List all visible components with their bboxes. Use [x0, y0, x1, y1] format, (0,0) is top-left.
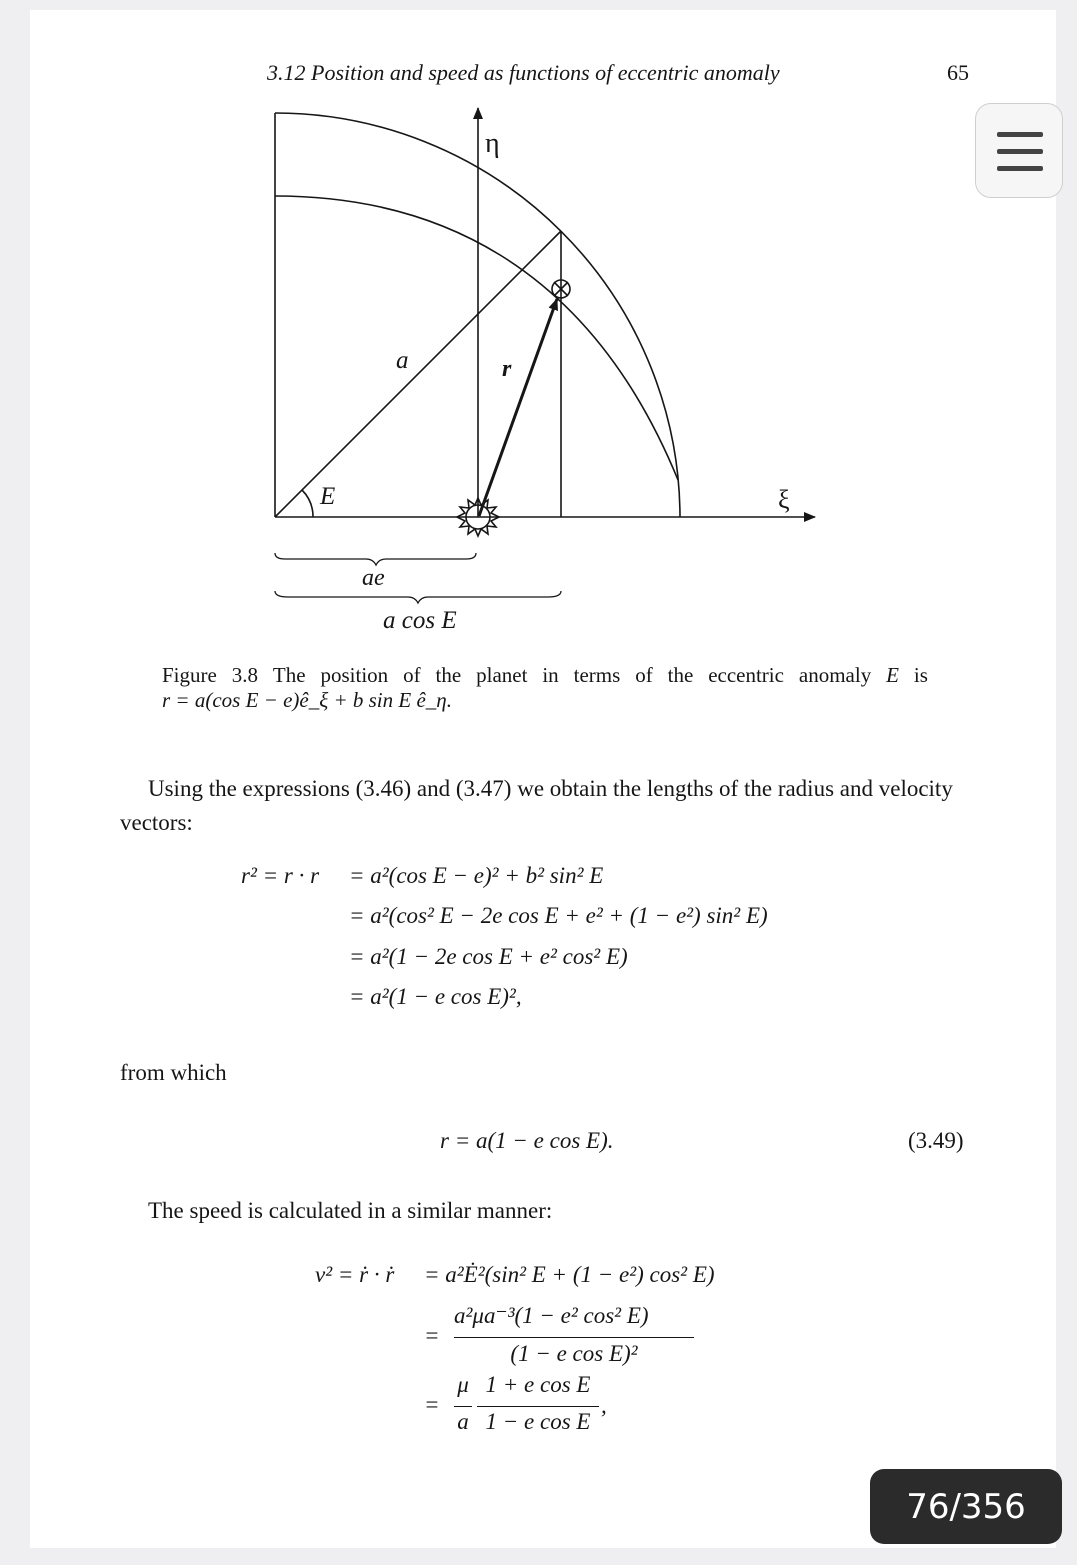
eq-v-line2-numerator: a²μa⁻³(1 − e² cos² E) — [454, 1303, 649, 1328]
eq-r-line4: = a²(1 − e cos E)², — [349, 984, 522, 1009]
caption-word: of — [635, 663, 653, 687]
eq-v-line2-equals: = — [424, 1323, 440, 1348]
caption-word: E — [886, 663, 899, 687]
eq-v-line3-numerator: 1 + e cos E — [485, 1372, 591, 1397]
caption-line-1 — [162, 663, 928, 688]
eq-v-line3-denominator: 1 − e cos E — [485, 1409, 591, 1434]
caption-word: 3.8 — [231, 663, 258, 687]
fraction-bar — [454, 1337, 694, 1338]
page-number: 65 — [947, 60, 969, 85]
eq-r-line2: = a²(cos² E − 2e cos E + e² + (1 − e²) sin² E) — [349, 903, 768, 928]
brace-ae — [275, 553, 476, 565]
eq-v-line1-rhs: = a²Ė²(sin² E + (1 − e²) cos² E) — [424, 1262, 715, 1287]
brace-acosE — [275, 591, 561, 603]
ae-label: ae — [362, 565, 385, 591]
caption-word: of — [403, 663, 421, 687]
figure-3-8-diagram — [30, 10, 1056, 650]
caption-word: in — [542, 663, 559, 687]
eq-v-line3-a: a — [457, 1409, 469, 1434]
r-vector — [479, 299, 557, 516]
page-counter[interactable]: 76/356 — [870, 1469, 1062, 1544]
menu-button[interactable] — [975, 103, 1063, 198]
eq-r-line1-lhs: r² = r · r — [241, 863, 320, 888]
caption-word: is — [913, 663, 928, 687]
figure-caption — [162, 663, 932, 713]
xi-label: ξ — [778, 485, 790, 514]
eta-label: η — [485, 128, 500, 159]
orbit-ellipse-arc — [275, 196, 678, 480]
eq-v-line3-mu: μ — [457, 1372, 469, 1397]
running-header-title: 3.12 Position and speed as functions of eccentric anomaly — [267, 60, 780, 85]
body-paragraph-2: from which — [120, 1060, 227, 1085]
eq-v-line1-lhs: v² = ṙ · ṙ — [315, 1262, 395, 1287]
caption-word: the — [667, 663, 694, 687]
caption-word: eccentric — [708, 663, 784, 687]
caption-word: anomaly — [798, 663, 872, 687]
caption-word: position — [320, 663, 389, 687]
radius-a-line — [275, 231, 561, 517]
eq-r-result: r = a(1 − e cos E). — [440, 1128, 614, 1153]
r-label: r — [502, 356, 512, 382]
body-paragraph-1: Using the expressions (3.46) and (3.47) we obtain the lengths of the radius and velocity vectors: — [120, 776, 953, 835]
a-label: a — [396, 347, 409, 374]
equation-number: (3.49) — [908, 1128, 964, 1153]
eq-v-line3-equals: = — [424, 1392, 440, 1417]
eq-r-line3: = a²(1 − 2e cos E + e² cos² E) — [349, 944, 628, 969]
body-paragraph-3: The speed is calculated in a similar manner: — [148, 1198, 553, 1223]
angle-E-arc — [302, 490, 313, 517]
caption-word: The — [272, 663, 306, 687]
eq-v-line2-denominator: (1 − e cos E)² — [510, 1341, 638, 1366]
caption-word: Figure — [162, 663, 217, 687]
fraction-bar — [477, 1406, 599, 1407]
E-label: E — [320, 483, 336, 510]
caption-word: the — [435, 663, 462, 687]
eq-v-line3-comma: , — [601, 1393, 607, 1418]
caption-line-2: r = a(cos E − e)ê_ξ + b sin E ê_η. — [162, 688, 452, 712]
caption-word: terms — [573, 663, 621, 687]
document-page — [30, 10, 1056, 1548]
caption-word: planet — [476, 663, 528, 687]
eq-r-line1-rhs: = a²(cos E − e)² + b² sin² E — [349, 863, 604, 888]
fraction-bar — [454, 1406, 472, 1407]
acosE-label: a cos E — [383, 607, 457, 634]
